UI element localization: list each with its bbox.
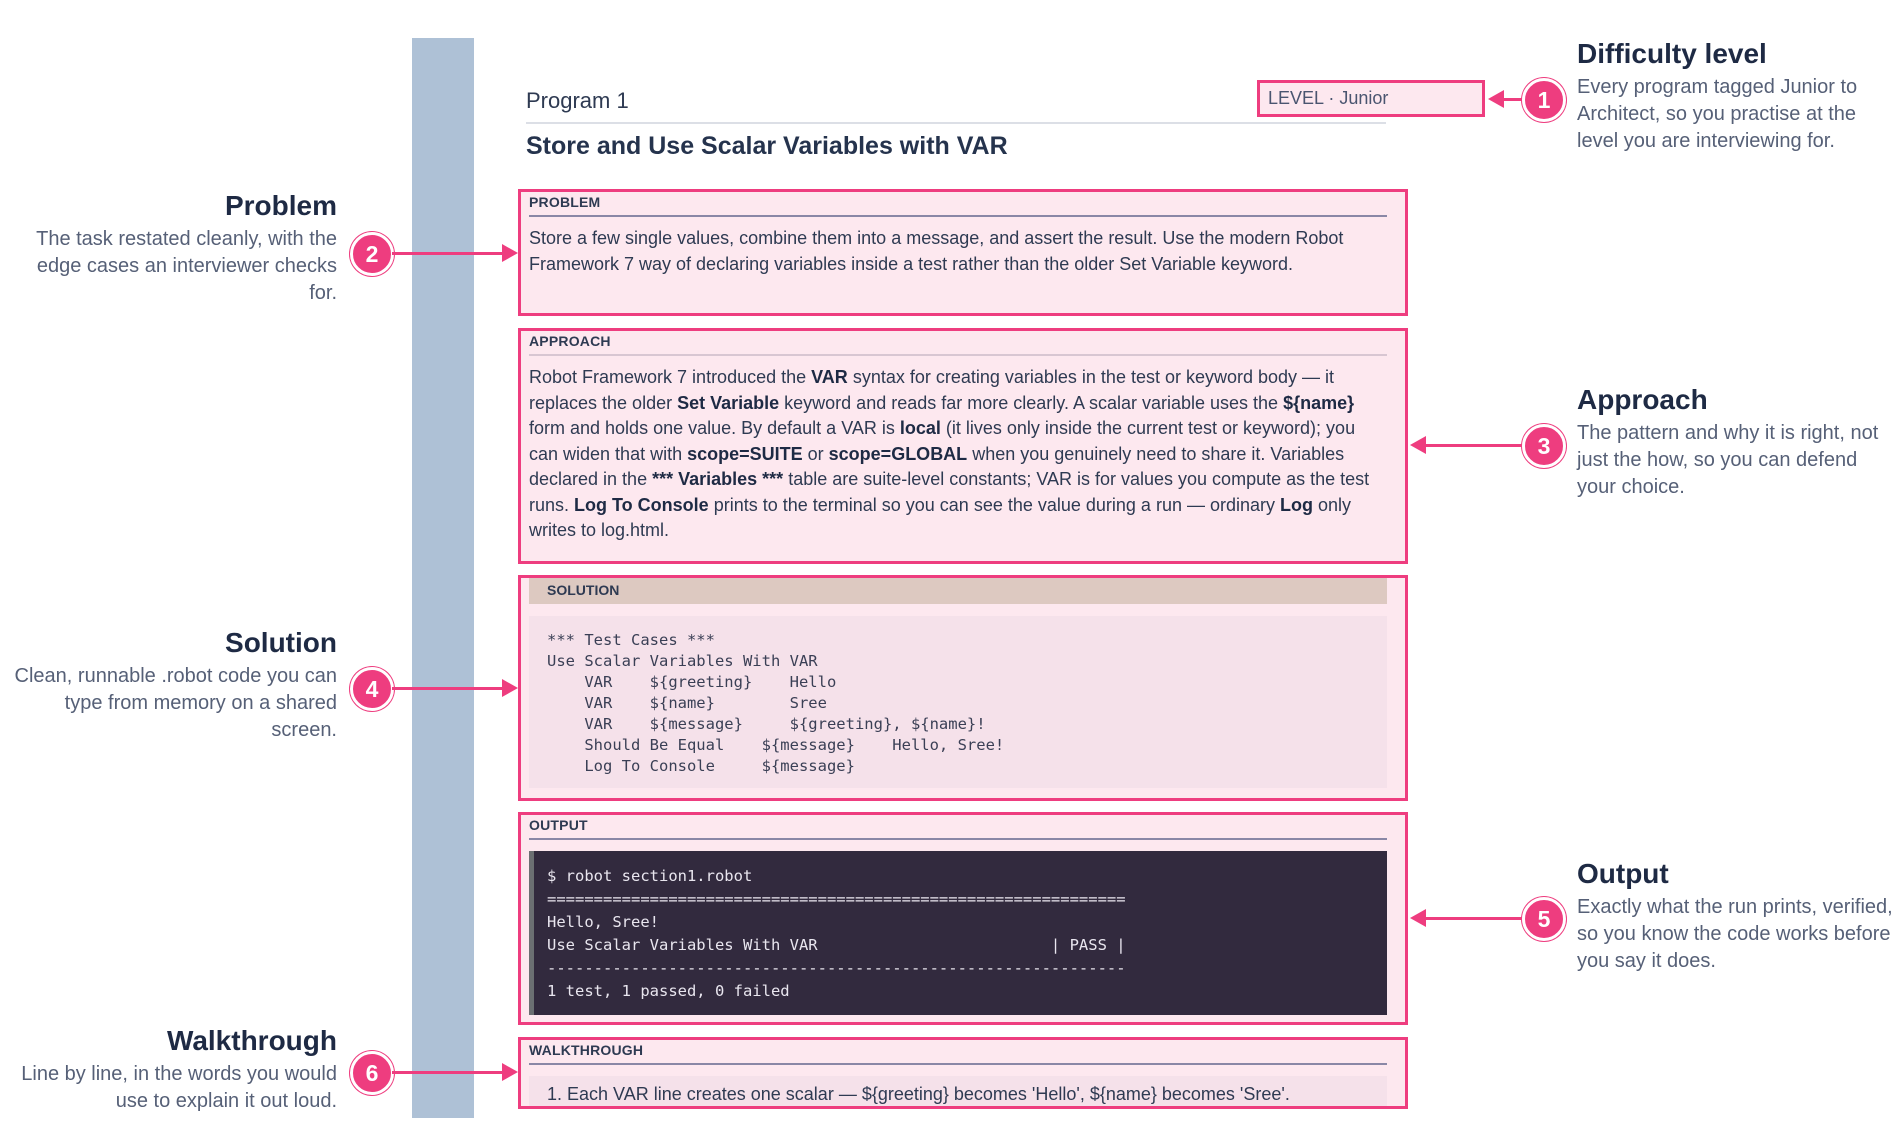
walkthrough-line: 1. Each VAR line creates one scalar — ${greeting} becomes 'Hello', ${name} becomes 'Sree'. xyxy=(547,1084,1290,1104)
annotation-problem-text: The task restated cleanly, with the edge cases an interviewer checks for. xyxy=(36,228,337,304)
solution-code: *** Test Cases *** Use Scalar Variables With VAR VAR ${greeting} Hello VAR ${name} Sree VAR ${message} ${greeting}, ${name}! Should Be Equal ${message} Hello, Sree! Log To Console ${message} xyxy=(547,631,1005,775)
annotation-output-title: Output xyxy=(1577,858,1669,889)
annotation-difficulty-text: Every program tagged Junior to Architect, so you practise at the level you are interviewing for. xyxy=(1577,76,1858,152)
callout-badge-3: 3 xyxy=(1522,424,1566,468)
terminal-output xyxy=(529,851,1387,1015)
annotation-walkthrough-title: Walkthrough xyxy=(166,1025,337,1056)
solution-code-block xyxy=(529,616,1387,788)
walkthrough-label: WALKTHROUGH xyxy=(529,1042,644,1058)
callout-arrowhead-6 xyxy=(502,1063,518,1081)
approach-section xyxy=(518,328,1408,564)
annotation-approach xyxy=(1577,384,1897,501)
approach-text: Robot Framework 7 introduced the VAR syntax for creating variables in the test or keyword body — it replaces the older Set Variable keyword and reads far more clearly. A scalar variable uses the ${name} form and holds one value. By default a VAR is local (it lives only inside the current test or keyword); you can widen that with scope=SUITE or scope=GLOBAL when you genuinely need to share it. Variables declared in the *** Variables *** table are suite-level constants; VAR is for values you compute as the test runs. Log To Console prints to the terminal so you can see the value during a run — ordinary Log only writes to log.html. xyxy=(529,367,1370,540)
callout-badge-4: 4 xyxy=(350,667,394,711)
problem-section xyxy=(518,189,1408,316)
callout-arrowhead-2 xyxy=(502,244,518,262)
solution-label: SOLUTION xyxy=(547,582,620,598)
annotation-walkthrough xyxy=(7,1025,337,1115)
approach-label: APPROACH xyxy=(529,333,611,349)
program-title: Store and Use Scalar Variables with VAR xyxy=(526,132,1008,160)
annotation-output xyxy=(1577,858,1897,975)
annotation-solution-text: Clean, runnable .robot code you can type from memory on a shared screen. xyxy=(14,665,337,741)
output-section xyxy=(518,812,1408,1025)
page-margin-strip xyxy=(412,38,474,1118)
terminal-text: $ robot section1.robot ============================================================== Hello, Sree! Use Scalar Variables With VAR | PASS | -------------------------------------------------------------- 1 test, 1 passed, 0 failed xyxy=(547,867,1126,1000)
level-badge: LEVEL · Junior xyxy=(1257,80,1485,117)
callout-badge-5: 5 xyxy=(1522,897,1566,941)
header-divider xyxy=(526,122,1386,124)
walkthrough-step xyxy=(529,1076,1387,1109)
output-label: OUTPUT xyxy=(529,817,588,833)
annotation-problem-title: Problem xyxy=(224,190,337,221)
annotation-approach-text: The pattern and why it is right, not just the how, so you can defend your choice. xyxy=(1577,422,1879,498)
solution-header-bar xyxy=(529,578,1387,604)
annotation-walkthrough-text: Line by line, in the words you would use to explain it out loud. xyxy=(21,1063,337,1112)
callout-arrowhead-3 xyxy=(1410,436,1426,454)
problem-label: PROBLEM xyxy=(529,194,601,210)
problem-text: Store a few single values, combine them into a message, and assert the result. Use the modern Robot Framework 7 way of declaring variables inside a test rather than the older Set Variable keyword. xyxy=(529,228,1344,274)
annotation-output-text: Exactly what the run prints, verified, so you know the code works before you say it does. xyxy=(1577,896,1893,972)
callout-arrowhead-5 xyxy=(1410,909,1426,927)
callout-arrowhead-1 xyxy=(1488,90,1504,108)
callout-badge-2: 2 xyxy=(350,232,394,276)
callout-arrow-3 xyxy=(1422,444,1538,447)
callout-arrow-2 xyxy=(392,252,504,255)
callout-arrow-5 xyxy=(1422,917,1538,920)
callout-badge-6: 6 xyxy=(350,1051,394,1095)
callout-arrow-6 xyxy=(392,1071,504,1074)
walkthrough-rule xyxy=(529,1063,1387,1065)
callout-arrow-4 xyxy=(392,687,504,690)
annotation-difficulty-title: Difficulty level xyxy=(1577,38,1767,69)
output-rule xyxy=(529,838,1387,840)
annotation-problem xyxy=(7,190,337,307)
walkthrough-section xyxy=(518,1037,1408,1109)
callout-arrowhead-4 xyxy=(502,679,518,697)
approach-rule xyxy=(529,354,1387,356)
callout-badge-1: 1 xyxy=(1522,78,1566,122)
annotation-approach-title: Approach xyxy=(1577,384,1708,415)
solution-section xyxy=(518,575,1408,801)
annotation-solution-title: Solution xyxy=(225,627,337,658)
annotation-solution xyxy=(7,627,337,744)
problem-rule xyxy=(529,215,1387,217)
program-label: Program 1 xyxy=(526,88,629,113)
annotation-difficulty xyxy=(1577,38,1897,155)
